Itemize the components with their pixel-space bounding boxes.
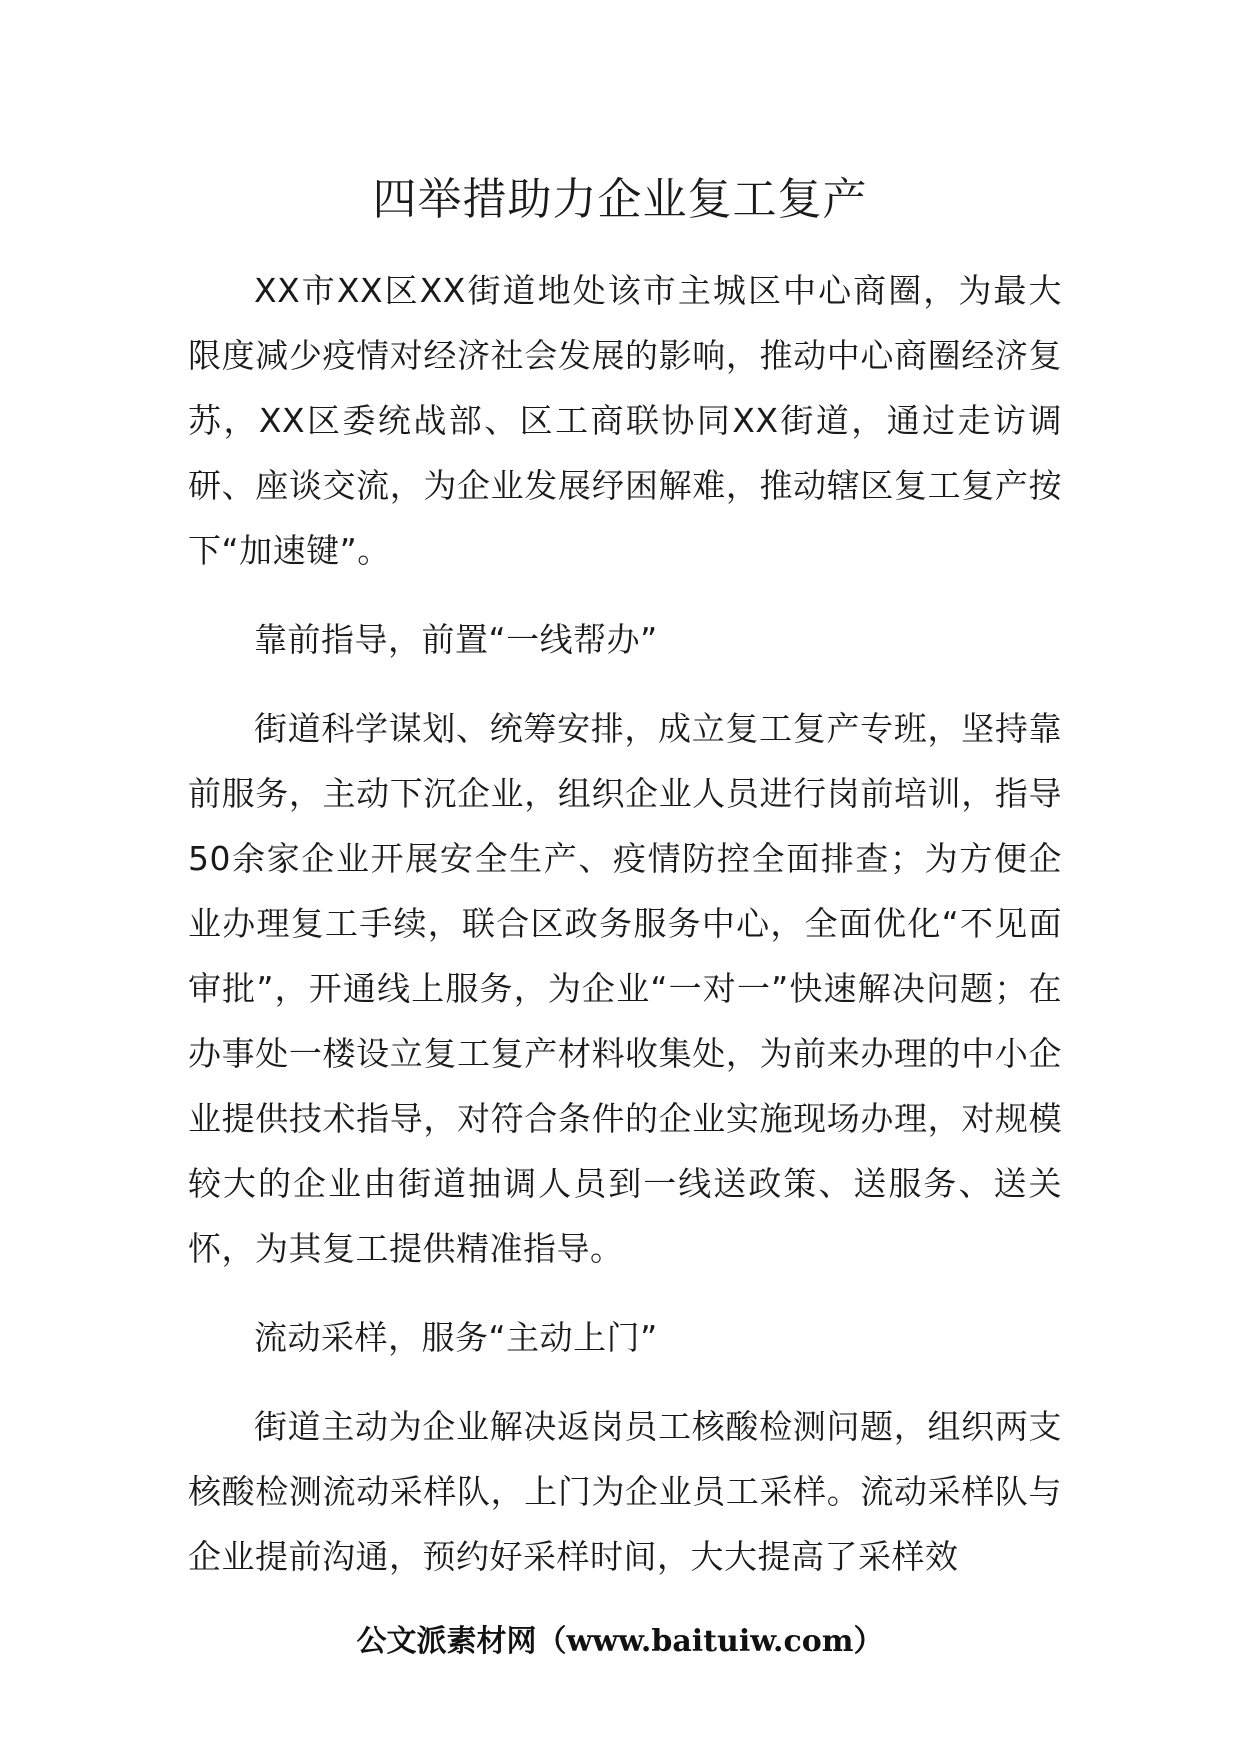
section-heading-guidance: 靠前指导，前置“一线帮办” bbox=[254, 620, 658, 659]
document-title: 四举措助力企业复工复产 bbox=[372, 174, 868, 225]
section-heading-sampling: 流动采样，服务“主动上门” bbox=[254, 1318, 658, 1357]
watermark-footer: 公文派素材网（www.baituiw.com） bbox=[356, 1624, 884, 1659]
sampling-paragraph: 街道主动为企业解决返岗员工核酸检测问题，组织两支核酸检测流动采样队，上门为企业员工采样。流动采样队与企业提前沟通，预约好采样时间，大大提高了采样效 bbox=[188, 1407, 1062, 1576]
document-body bbox=[188, 258, 1062, 1589]
intro-paragraph: XX市XX区XX街道地处该市主城区中心商圈，为最大限度减少疫情对经济社会发展的影响，推动中心商圈经济复苏，XX区委统战部、区工商联协同XX街道，通过走访调研、座谈交流，为企业发展纾困解难，推动辖区复工复产按下“加速键”。 bbox=[188, 271, 1062, 570]
guidance-paragraph: 街道科学谋划、统筹安排，成立复工复产专班，坚持靠前服务，主动下沉企业，组织企业人员进行岗前培训，指导50余家企业开展安全生产、疫情防控全面排查；为方便企业办理复工手续，联合区政务服务中心，全面优化“不见面审批”，开通线上服务，为企业“一对一”快速解决问题；在办事处一楼设立复工复产材料收集处，为前来办理的中小企业提供技术指导，对符合条件的企业实施现场办理，对规模较大的企业由街道抽调人员到一线送政策、送服务、送关怀，为其复工提供精准指导。 bbox=[188, 709, 1062, 1268]
